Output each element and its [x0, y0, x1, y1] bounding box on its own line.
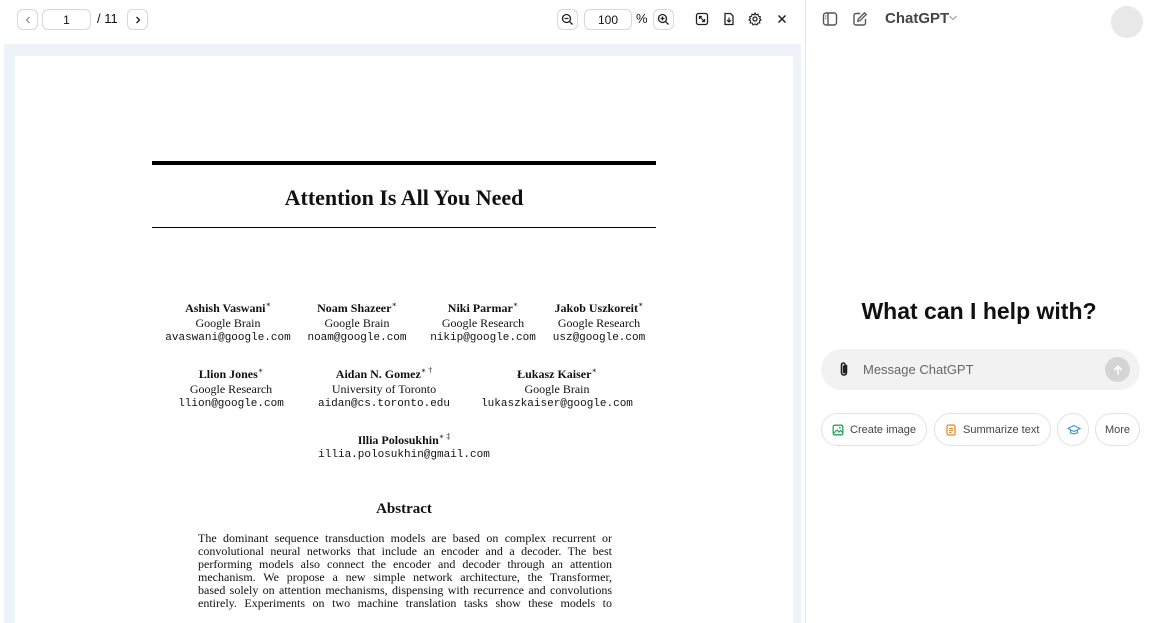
- author-email: noam@google.com: [307, 332, 407, 344]
- author-block: [475, 367, 639, 412]
- author-affiliation: Google Brain: [324, 316, 390, 330]
- page-number-input[interactable]: [42, 9, 91, 30]
- author-affiliation: University of Toronto: [331, 382, 437, 396]
- abstract-line: performing models also connect the encoder and decoder through an attention: [198, 557, 612, 571]
- suggestion-label: Create image: [850, 423, 917, 436]
- settings-button[interactable]: [746, 10, 764, 28]
- title-rule-top: [152, 161, 656, 165]
- author-mark: ∗ †: [420, 366, 433, 375]
- author-block: [171, 367, 291, 412]
- gear-icon: [748, 12, 762, 26]
- author-mark: ∗: [257, 366, 264, 375]
- author-mark: ∗: [638, 300, 644, 309]
- abstract-body: [198, 532, 612, 610]
- suggestion-label: Summarize text: [963, 423, 1040, 436]
- author-email: llion@google.com: [178, 398, 284, 410]
- author-mark: ∗: [391, 300, 397, 309]
- page-total-label: / 11: [97, 11, 118, 26]
- new-chat-button[interactable]: [851, 10, 869, 28]
- close-viewer-button[interactable]: [773, 10, 791, 28]
- sidebar-icon: [822, 11, 838, 27]
- zoom-out-icon: [561, 13, 574, 26]
- edit-icon: [852, 11, 868, 27]
- author-block: [549, 301, 649, 346]
- author-block: [159, 301, 297, 346]
- author-name: Łukasz Kaiser: [517, 367, 592, 381]
- toggle-sidebar-button[interactable]: [821, 10, 839, 28]
- author-name: Llion Jones: [198, 367, 258, 381]
- title-rule-bottom: [152, 227, 656, 228]
- file-download-icon: [722, 12, 736, 26]
- close-icon: [776, 13, 788, 25]
- author-affiliation: Google Brain: [195, 316, 261, 330]
- more-suggestions-button[interactable]: [1095, 413, 1140, 446]
- author-affiliation: Google Research: [557, 316, 641, 330]
- suggestion-create-image[interactable]: [821, 413, 927, 446]
- zoom-out-button[interactable]: [557, 9, 578, 30]
- model-selector[interactable]: ChatGPT: [885, 10, 950, 27]
- welcome-headline: What can I help with?: [861, 298, 1097, 324]
- message-composer: [821, 349, 1140, 390]
- abstract-line: convolutional neural networks that include an encoder and a decoder. The best: [198, 544, 612, 558]
- abstract-line: mechanism. We propose a new simple network architecture, the Transformer,: [198, 570, 612, 584]
- zoom-input[interactable]: [584, 9, 632, 30]
- zoom-in-icon: [657, 13, 670, 26]
- author-email: avaswani@google.com: [165, 332, 291, 344]
- author-name: Niki Parmar: [447, 301, 513, 315]
- pdf-page: [15, 56, 793, 623]
- zoom-in-button[interactable]: [653, 9, 674, 30]
- author-name: Ashish Vaswani: [185, 301, 266, 315]
- document-icon: [945, 424, 957, 436]
- more-label: More: [1104, 423, 1131, 436]
- author-name: Noam Shazeer: [317, 301, 392, 315]
- previous-page-button[interactable]: [17, 9, 38, 30]
- author-name: Aidan N. Gomez: [335, 367, 421, 381]
- paper-title: Attention Is All You Need: [284, 185, 524, 210]
- author-block: [309, 367, 459, 412]
- author-email: usz@google.com: [552, 332, 646, 344]
- abstract-line: based solely on attention mechanisms, dispensing with recurrence and convolutions: [198, 583, 612, 597]
- suggestion-summarize-text[interactable]: [934, 413, 1051, 446]
- download-button[interactable]: [720, 10, 738, 28]
- pdf-scroll-area[interactable]: [4, 44, 801, 623]
- chevron-left-icon: [23, 15, 33, 25]
- author-mark: ∗: [512, 300, 519, 309]
- author-email: illia.polosukhin@gmail.com: [318, 449, 490, 461]
- abstract-line: entirely. Experiments on two machine translation tasks show these models to: [198, 596, 612, 610]
- author-email: lukaszkaiser@google.com: [481, 398, 633, 410]
- chevron-down-icon[interactable]: [948, 14, 958, 22]
- author-mark: ∗: [591, 366, 597, 375]
- author-name: Jakob Uszkoreit: [554, 301, 638, 315]
- paperclip-icon[interactable]: [837, 361, 851, 378]
- author-affiliation: Google Research: [441, 316, 525, 330]
- message-input[interactable]: [863, 359, 1093, 379]
- avatar[interactable]: [1111, 6, 1143, 38]
- author-email: aidan@cs.toronto.edu: [317, 398, 451, 410]
- author-mark: ∗ ‡: [438, 432, 451, 441]
- chevron-right-icon: [133, 15, 143, 25]
- fit-page-icon: [695, 12, 709, 26]
- author-affiliation: Google Brain: [524, 382, 590, 396]
- author-affiliation: Google Research: [189, 382, 273, 396]
- pdf-toolbar: [0, 0, 805, 40]
- arrow-up-icon: [1112, 364, 1124, 376]
- author-name: Illia Polosukhin: [357, 433, 439, 447]
- send-button[interactable]: [1105, 357, 1130, 382]
- author-block: [421, 301, 545, 346]
- next-page-button[interactable]: [127, 9, 148, 30]
- graduation-cap-icon: [1067, 424, 1081, 436]
- author-block: [305, 301, 409, 346]
- author-email: nikip@google.com: [430, 332, 536, 344]
- abstract-line: The dominant sequence transduction models are based on complex recurrent or: [198, 531, 612, 545]
- zoom-unit-label: %: [636, 11, 648, 26]
- suggestion-partial[interactable]: [1057, 413, 1089, 446]
- abstract-heading: Abstract: [376, 501, 432, 517]
- chatgpt-panel: [806, 0, 1152, 623]
- image-icon: [832, 424, 844, 436]
- author-block: [309, 433, 499, 463]
- author-mark: ∗: [265, 300, 271, 309]
- fit-page-button[interactable]: [693, 10, 711, 28]
